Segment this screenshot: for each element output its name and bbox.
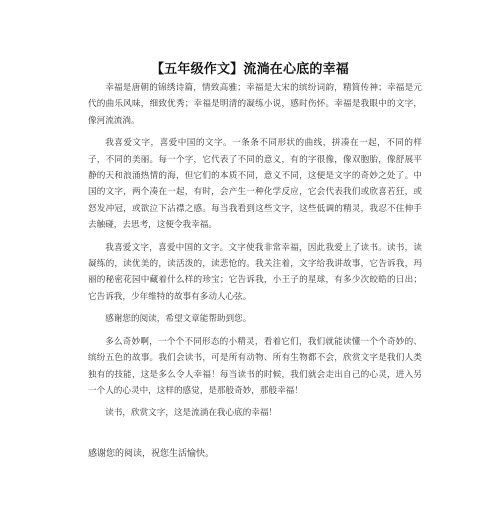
paragraph-3: 我喜爱文字，喜爱中国的文字。文字使我非常幸福，因此我爱上了读书。读书，读凝练的，读优美的，读活泼的，读悲怆的。我关注着，文字给我讲故事，它告诉我，玛丽的秘密花园中藏着什么样的珍宝；它告诉我，小王子的星球，有多少次皎皓的日出；它告诉我，少年维特的故事有多动人心弦。: [88, 242, 422, 302]
document-title: 【五年级作文】流淌在心底的幸福: [150, 62, 349, 77]
closing-note: 感谢您的阅读，祝您生活愉快。: [88, 449, 215, 459]
document-body: [88, 80, 422, 428]
paragraph-5: 多么奇妙啊，一个个不同形态的小精灵，看着它们，我们就能读懂一个个奇妙的、缤纷五色的故事。我们会读书，可是所有动物、所有生物都不会，欣赏文字是我们人类独有的技能，这是多么令人幸福！每当读书的时候，我们就会走出自己的心灵，进入另一个人的心灵中，这样的感觉，是那般奇妙，那般幸福！: [88, 336, 422, 396]
paragraph-2: 我喜爱文字，喜爱中国的文字。一条条不同形状的曲线，拼凑在一起，不同的样子，不同的美丽。每一个字，它代表了不同的意义，有的字很像，像双胞胎，像舒展平静的天和浪涌热情的海，但它们的本质不同，意义不同，这便是文字的奇妙之处了。中国的文字，两个凑在一起，有时，会产生一种化学反应，它会代表我们或欣喜若狂，或怒发冲冠，或欲泣下沾襟之感。每当我看到这些文字，这些低调的精灵，我忍不住伸手去触碰，去思考，这便令我幸福。: [88, 138, 422, 231]
paragraph-4: 感谢您的阅读，希望文章能帮助到您。: [105, 314, 252, 325]
paragraph-1: 幸福是唐朝的锦绣诗篇，情致高雅；幸福是大宋的缤纷词韵，精简传神；幸福是元代的曲乐风味，细致优秀；幸福是明清的凝练小说，感时伤怀。幸福是我眼中的文字，像河流流淌。: [88, 83, 422, 126]
paragraph-6: 读书，欣赏文字，这是流淌在我心底的幸福！: [105, 408, 278, 419]
